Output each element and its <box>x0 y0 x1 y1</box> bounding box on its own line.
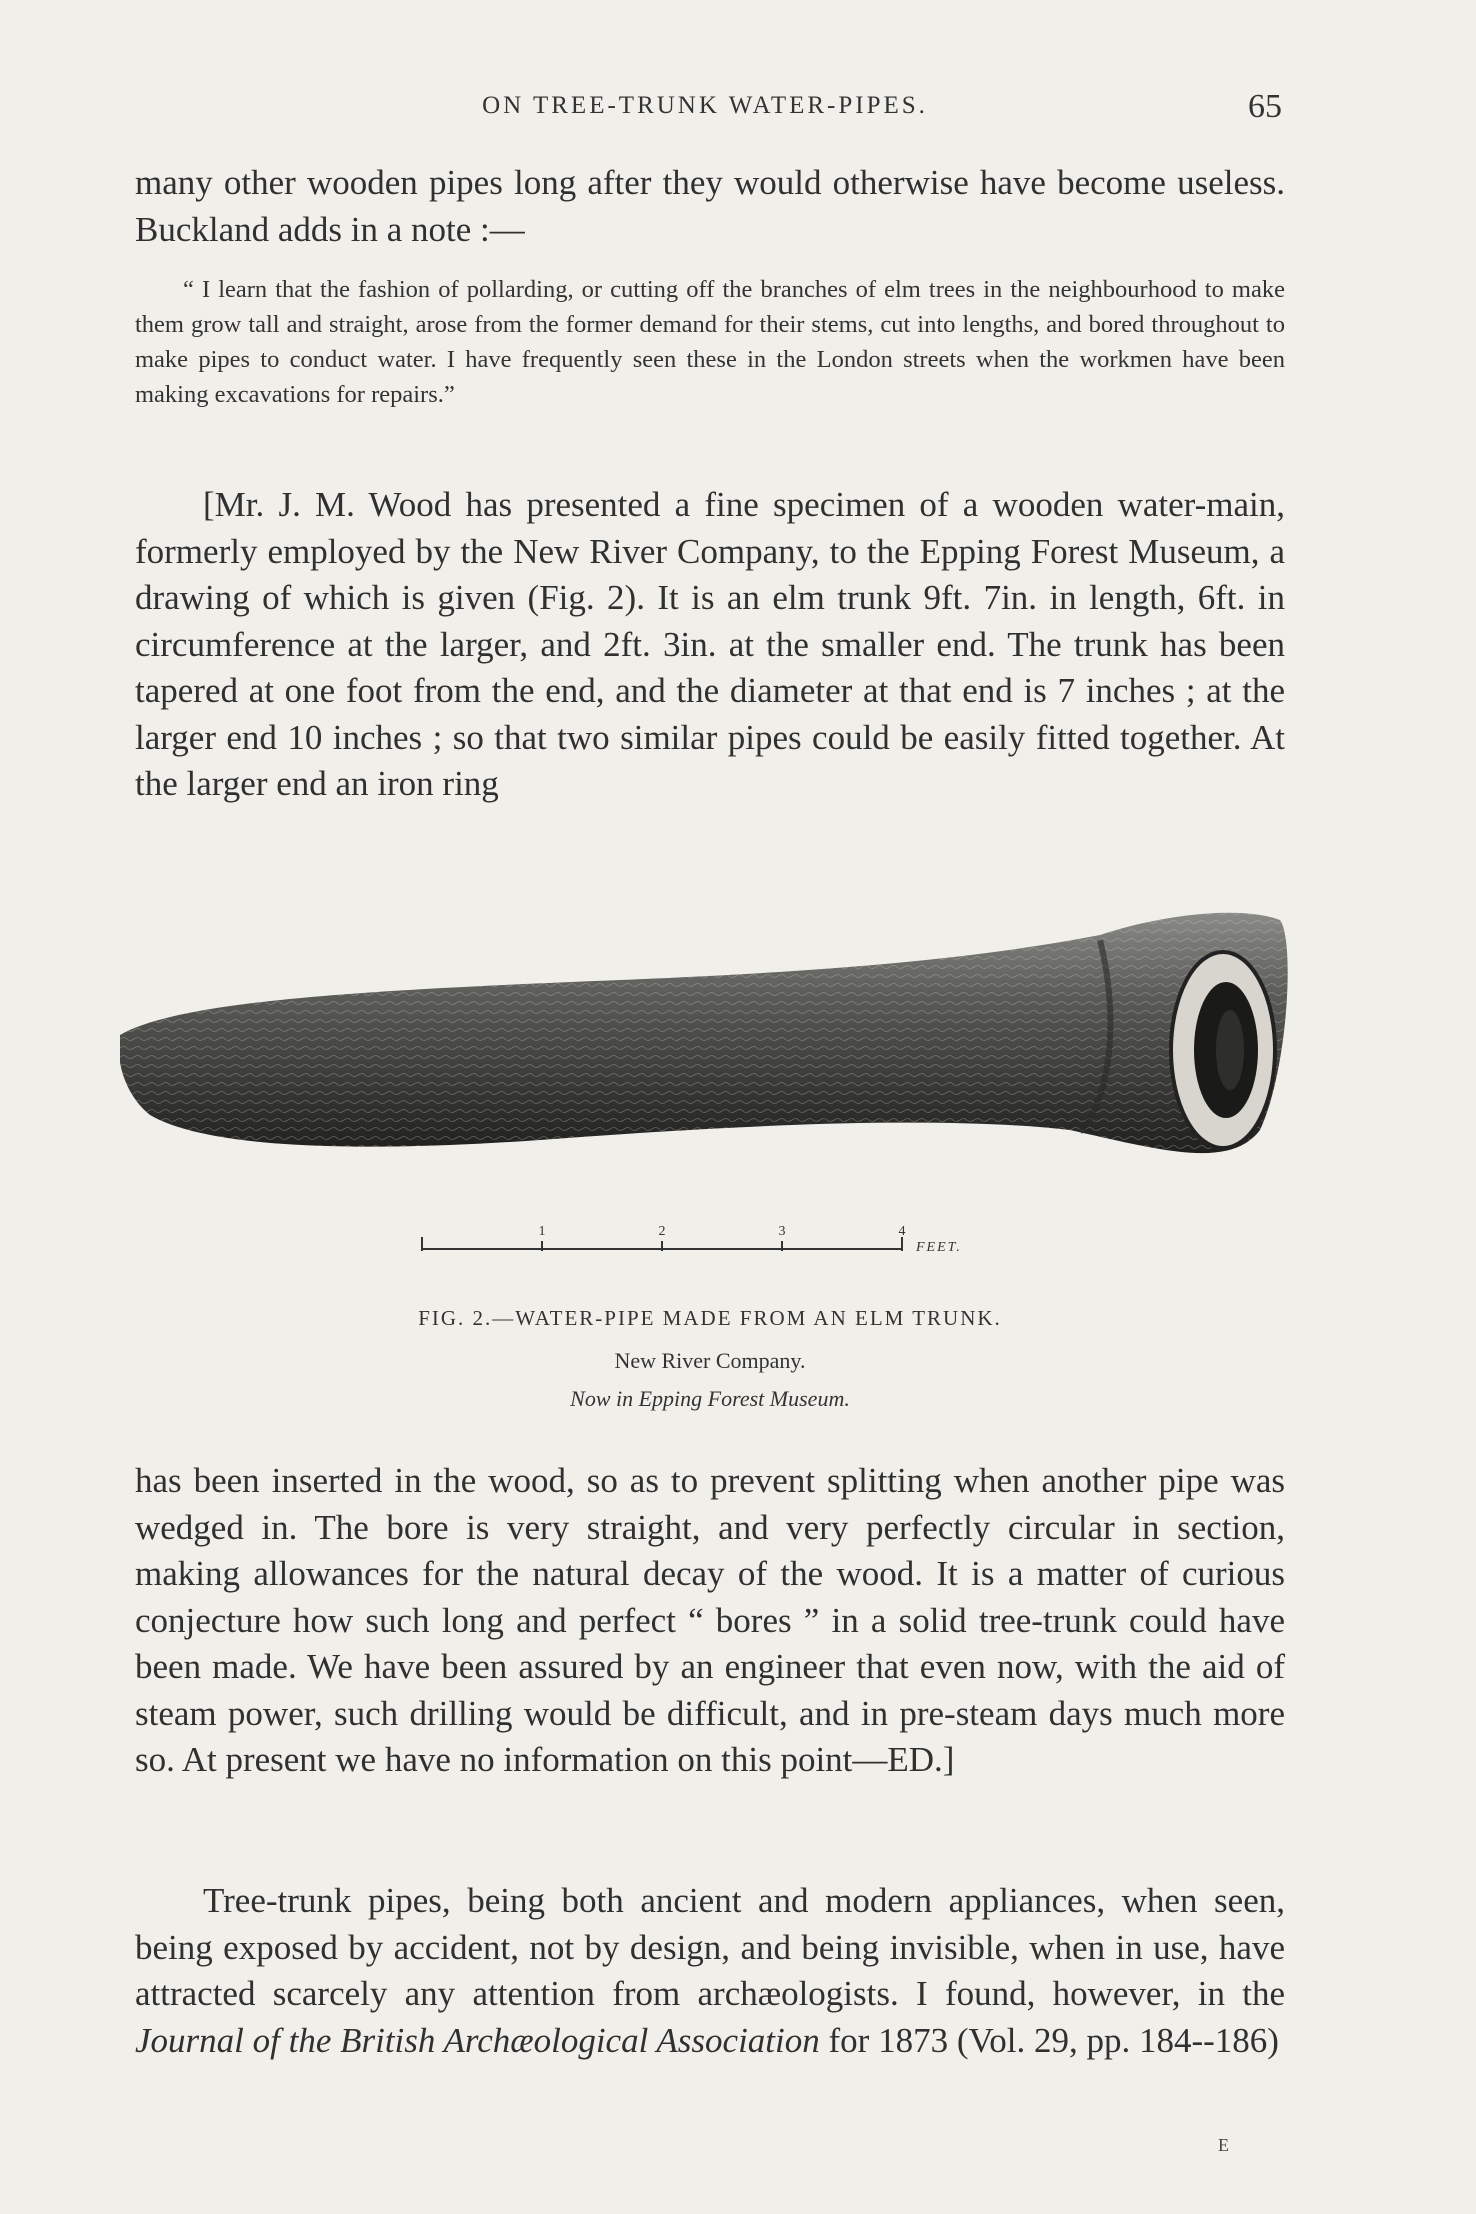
journal-title: Journal of the British Archæological Association <box>135 2020 820 2060</box>
paragraph-4-text-a: Tree-trunk pipes, being both ancient and modern appliances, when seen, being exposed by accident, not by design, and being invisible, when in use, have attracted scarcely any attention from archæologists. I found, however, in the <box>135 1881 1285 2013</box>
paragraph-4 <box>135 1878 1285 2064</box>
scale-unit: FEET. <box>916 1240 962 1255</box>
scale-label-1: 1 <box>538 1224 546 1239</box>
paragraph-4-text-b: for 1873 (Vol. 29, pp. 184--186) <box>819 2020 1279 2060</box>
scale-label-3: 3 <box>778 1224 786 1239</box>
bore-depth <box>1216 1010 1244 1090</box>
paragraph-1: many other wooden pipes long after they would otherwise have become useless. Buckland adds in a note :— <box>135 163 1285 249</box>
scale-label-2: 2 <box>658 1224 666 1239</box>
figure-caption-owner: New River Company. <box>614 1348 806 1373</box>
buckland-quote: “ I learn that the fashion of pollarding, or cutting off the branches of elm trees in the neighbourhood to make them grow tall and straight, arose from the former demand for their stems, cut into lengths, and bored throughout to make pipes to conduct water. I have frequently seen these in the London streets when the workmen have been making excavations for repairs.” <box>135 276 1285 408</box>
figure-elm-water-pipe <box>120 900 1290 1190</box>
paragraph-2: [Mr. J. M. Wood has presented a fine specimen of a wooden water-main, formerly employed by the New River Company, to the Epping Forest Museum, a drawing of which is given (Fig. 2). It is an elm trunk 9ft. 7in. in length, 6ft. in circumference at the larger, and 2ft. 3in. at the smaller end. The trunk has been tapered at one foot from the end, and the diameter at that end is 7 inches ; at the larger end 10 inches ; so that two similar pipes could be easily fitted together. At the larger end an iron ring <box>135 485 1285 803</box>
figure-caption-title: FIG. 2.—WATER-PIPE MADE FROM AN ELM TRUNK. <box>418 1306 1002 1330</box>
scale-label-4: 4 <box>898 1224 906 1239</box>
running-head <box>140 88 1290 128</box>
signature-mark: E <box>1218 2135 1231 2155</box>
paragraph-3: has been inserted in the wood, so as to prevent splitting when another pipe was wedged in. The bore is very straight, and very perfectly circular in section, making allowances for the natural decay of the wood. It is a matter of curious conjecture how such long and perfect “ bores ” in a solid tree-trunk could have been made. We have been assured by an engineer that even now, with the aid of steam power, such drilling would be difficult, and in pre-steam days much more so. At present we have no information on this point—ED.] <box>135 1461 1285 1779</box>
running-title: ON TREE-TRUNK WATER-PIPES. <box>482 92 928 119</box>
page-number: 65 <box>1248 88 1282 125</box>
figure-caption-location: Now in Epping Forest Museum. <box>570 1386 850 1411</box>
feet-scale <box>420 1215 1060 1255</box>
elm-trunk-pipe-illustration <box>120 900 1290 1190</box>
